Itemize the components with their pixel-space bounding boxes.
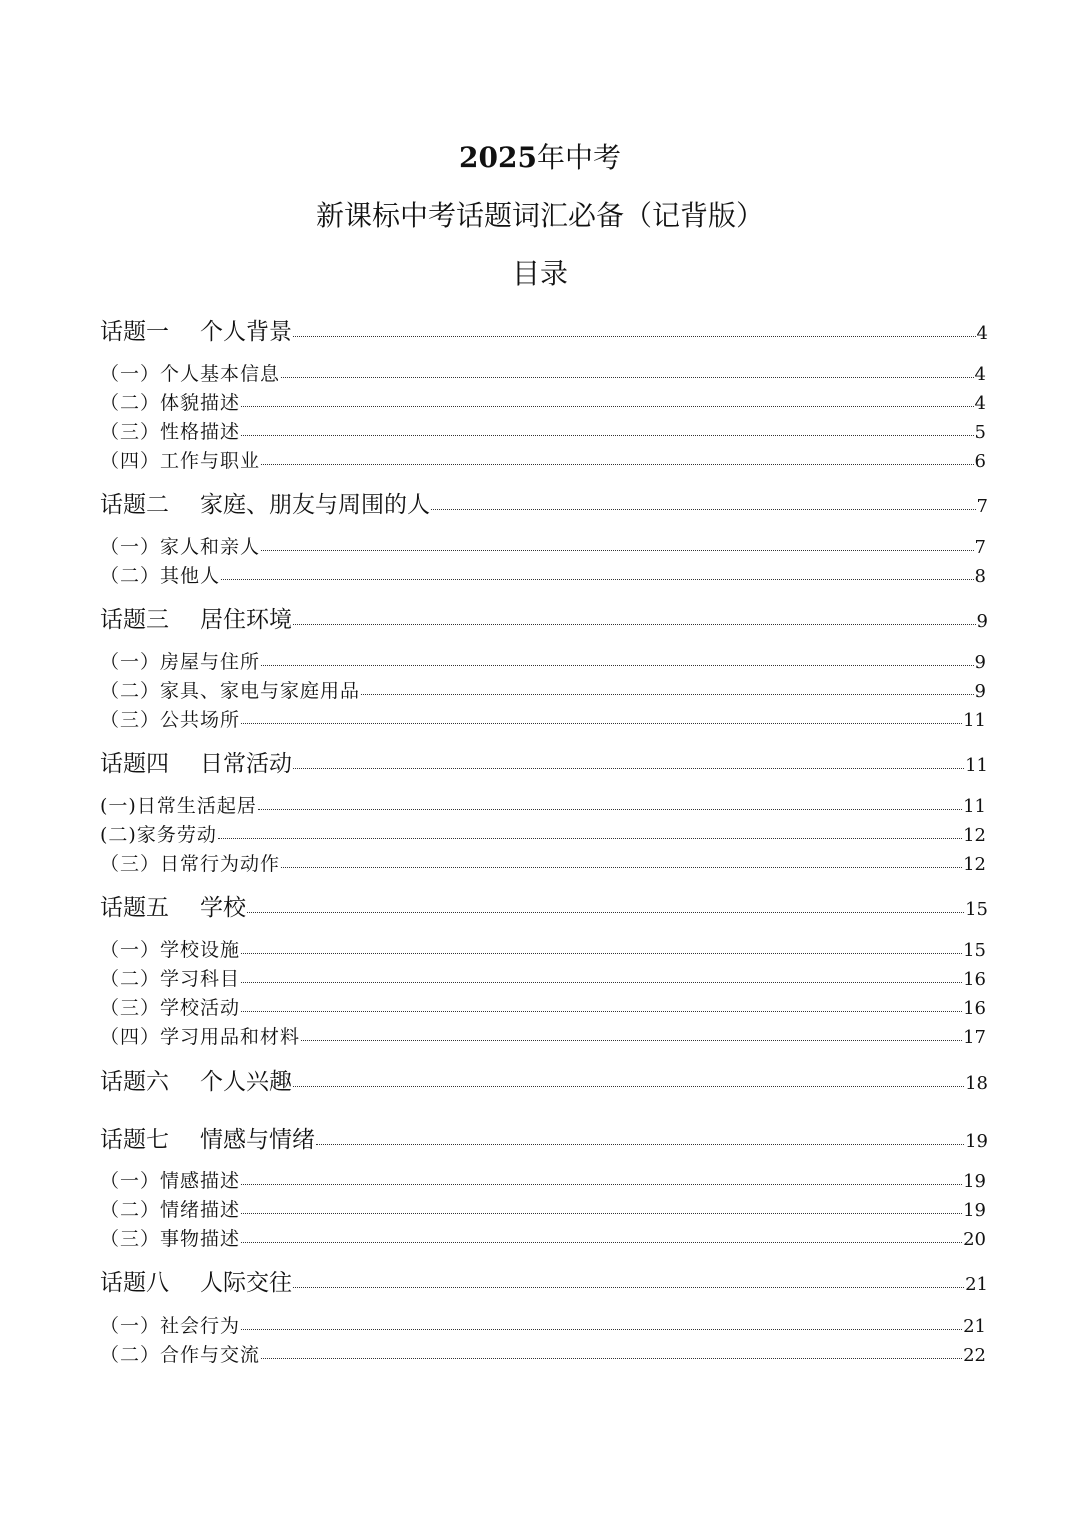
toc-subtopic[interactable] [100, 534, 986, 561]
dot-leader [316, 1144, 964, 1145]
subtopic-label: (二)家务劳动 [100, 824, 217, 846]
dot-leader [258, 809, 962, 810]
page-number: 4 [976, 323, 988, 344]
subtopic-label: （二）情绪描述 [100, 1199, 241, 1221]
year-suffix: 年中考 [536, 141, 621, 174]
toc-topic-4[interactable] [100, 748, 988, 782]
toc-topic-2[interactable] [100, 489, 988, 523]
topic-number: 话题三 [100, 607, 169, 633]
dot-leader [293, 624, 976, 625]
document-year-title [0, 138, 1080, 178]
dot-leader [261, 550, 974, 551]
dot-leader [261, 1358, 962, 1359]
page-number: 22 [963, 1345, 986, 1366]
topic-number: 话题八 [100, 1270, 169, 1296]
page-number: 21 [965, 1274, 988, 1295]
toc-topic-5[interactable] [100, 892, 988, 926]
toc-subtopic[interactable] [100, 822, 986, 849]
page-number: 8 [974, 566, 986, 587]
subtopic-label: （一）个人基本信息 [100, 363, 281, 385]
dot-leader [293, 1086, 964, 1087]
dot-leader [301, 1040, 962, 1041]
subtopic-label: （一）房屋与住所 [100, 651, 261, 673]
topic-number: 话题四 [100, 751, 169, 777]
page-number: 16 [963, 998, 986, 1019]
toc-topic-7[interactable] [100, 1124, 988, 1158]
page-number: 4 [974, 364, 986, 385]
page-number: 15 [963, 940, 986, 961]
page-number: 16 [963, 969, 986, 990]
dot-leader [247, 912, 964, 913]
dot-leader [281, 867, 962, 868]
topic-number: 话题二 [100, 492, 169, 518]
topic-title: 家庭、朋友与周围的人 [200, 492, 430, 518]
subtopic-label: （二）体貌描述 [100, 392, 241, 414]
topic-title: 学校 [200, 895, 246, 921]
page-number: 7 [974, 537, 986, 558]
subtopic-label: （一）情感描述 [100, 1170, 241, 1192]
page-number: 11 [963, 796, 986, 817]
toc-heading: 目录 [511, 257, 568, 290]
topic-number: 话题一 [100, 319, 169, 345]
toc-topic-label [100, 1066, 292, 1098]
year-number: 2025 [459, 141, 537, 174]
subtopic-label: （四）学习用品和材料 [100, 1026, 301, 1048]
page-number: 19 [965, 1131, 988, 1152]
toc-subtopic[interactable] [100, 678, 986, 705]
dot-leader [361, 694, 974, 695]
dot-leader [218, 838, 962, 839]
toc-topic-label [100, 1267, 292, 1299]
toc-subtopic[interactable] [100, 851, 986, 878]
page-number: 11 [963, 710, 986, 731]
page-number: 4 [974, 393, 986, 414]
toc-subtopic[interactable] [100, 793, 986, 820]
dot-leader [241, 982, 962, 983]
toc-topic-3[interactable] [100, 604, 988, 638]
page-number: 9 [974, 652, 986, 673]
topic-number: 话题五 [100, 895, 169, 921]
dot-leader [261, 464, 974, 465]
dot-leader [293, 768, 964, 769]
toc-topic-8[interactable] [100, 1267, 988, 1301]
topic-title: 人际交往 [200, 1270, 292, 1296]
subtopic-label: （四）工作与职业 [100, 450, 261, 472]
dot-leader [241, 1011, 962, 1012]
dot-leader [241, 406, 974, 407]
toc-subtopic[interactable] [100, 649, 986, 676]
topic-title: 情感与情绪 [200, 1127, 315, 1153]
dot-leader [293, 336, 976, 337]
subtopic-label: （二）家具、家电与家庭用品 [100, 680, 361, 702]
topic-number: 话题六 [100, 1069, 169, 1095]
toc-subtopic[interactable] [100, 1024, 986, 1051]
page-number: 12 [963, 854, 986, 875]
subtopic-label: （三）性格描述 [100, 421, 241, 443]
subtopic-label: (一)日常生活起居 [100, 795, 257, 817]
toc-subtopic[interactable] [100, 707, 986, 734]
page-number: 12 [963, 825, 986, 846]
dot-leader [261, 665, 974, 666]
subtopic-label: （一）学校设施 [100, 939, 241, 961]
toc-topic-label [100, 316, 292, 348]
toc-subtopic[interactable] [100, 563, 986, 590]
dot-leader [241, 1213, 962, 1214]
subtopic-label: （二）学习科目 [100, 968, 241, 990]
subtopic-label: （三）学校活动 [100, 997, 241, 1019]
dot-leader [241, 1242, 962, 1243]
dot-leader [241, 953, 962, 954]
page-number: 7 [976, 496, 988, 517]
subtopic-label: （三）事物描述 [100, 1228, 241, 1250]
toc-subtopic[interactable] [100, 1342, 986, 1369]
subtopic-label: （一）家人和亲人 [100, 536, 261, 558]
dot-leader [241, 1184, 962, 1185]
subtopic-label: （三）日常行为动作 [100, 853, 281, 875]
dot-leader [221, 579, 974, 580]
page-number: 5 [974, 422, 986, 443]
page-number: 19 [963, 1171, 986, 1192]
topic-number: 话题七 [100, 1127, 169, 1153]
document-main-title: 新课标中考话题词汇必备（记背版） [315, 199, 764, 232]
page-number: 9 [974, 681, 986, 702]
toc-topic-label [100, 892, 246, 924]
toc-topic-label [100, 748, 292, 780]
dot-leader [241, 1329, 962, 1330]
toc-subtopic[interactable] [100, 1168, 986, 1195]
toc-subtopic[interactable] [100, 1226, 986, 1253]
page-number: 21 [963, 1316, 986, 1337]
page-number: 20 [963, 1229, 986, 1250]
page-number: 19 [963, 1200, 986, 1221]
page-number: 9 [976, 611, 988, 632]
toc-topic-6[interactable] [100, 1066, 988, 1100]
subtopic-label: （二）其他人 [100, 565, 221, 587]
toc-subtopic[interactable] [100, 966, 986, 993]
toc-subtopic[interactable] [100, 1197, 986, 1224]
topic-title: 居住环境 [200, 607, 292, 633]
toc-subtopic[interactable] [100, 390, 986, 417]
topic-title: 日常活动 [200, 751, 292, 777]
toc-topic-label [100, 1124, 315, 1156]
toc-subtopic[interactable] [100, 361, 986, 388]
page-number: 11 [965, 755, 988, 776]
toc-topic-1[interactable] [100, 316, 988, 350]
dot-leader [281, 377, 974, 378]
toc-subtopic[interactable] [100, 1313, 986, 1340]
page-number: 6 [974, 451, 986, 472]
dot-leader [241, 435, 974, 436]
topic-title: 个人背景 [200, 319, 292, 345]
toc-subtopic[interactable] [100, 995, 986, 1022]
subtopic-label: （二）合作与交流 [100, 1344, 261, 1366]
toc-subtopic[interactable] [100, 448, 986, 475]
toc-subtopic[interactable] [100, 937, 986, 964]
page-number: 18 [965, 1073, 988, 1094]
topic-title: 个人兴趣 [200, 1069, 292, 1095]
toc-subtopic[interactable] [100, 419, 986, 446]
page-number: 15 [965, 899, 988, 920]
subtopic-label: （一）社会行为 [100, 1315, 241, 1337]
dot-leader [431, 509, 976, 510]
dot-leader [241, 723, 962, 724]
subtopic-label: （三）公共场所 [100, 709, 241, 731]
page-number: 17 [963, 1027, 986, 1048]
toc-topic-label [100, 489, 430, 521]
dot-leader [293, 1287, 964, 1288]
toc-topic-label [100, 604, 292, 636]
